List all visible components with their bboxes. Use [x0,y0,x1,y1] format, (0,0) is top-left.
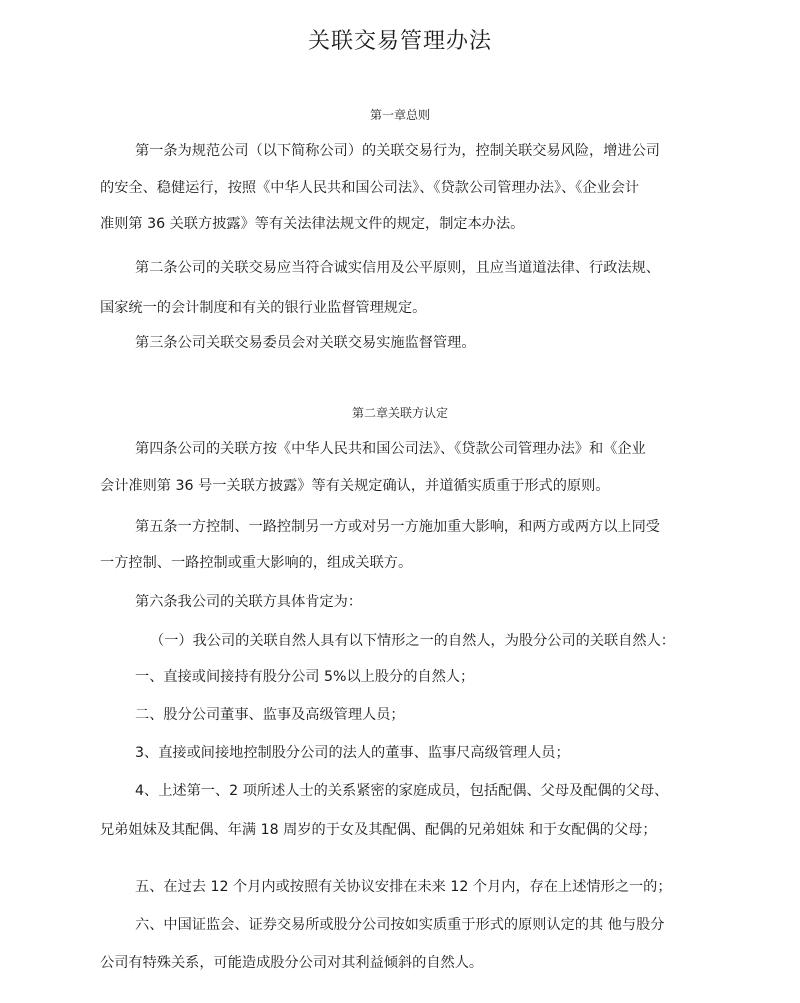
article-5-line-2: 一方控制、一路控制或重大影响的，组成关联方。 [100,555,413,571]
item-2: 二、股分公司董事、监事及高级管理人员； [135,707,405,723]
article-4-line-1: 第四条公司的关联方按《中华人民共和国公司法》、《贷款公司管理办法》和《企业 [135,441,646,457]
item-5: 五、在过去 12 个月内或按照有关协议安排在未来 12 个月内，存在上述情形之一的； [135,879,672,895]
item-4-line-2: 兄弟姐妹及其配偶、年满 18 周岁的于女及其配偶、配偶的兄弟姐妹 和于女配偶的父母； [100,822,657,838]
article-5-line-1: 第五条一方控制、一路控制另一方或对另一方施加重大影响，和两方或两方以上同受 [135,519,660,535]
item-6-line-1: 六、中国证监会、证券交易所或股分公司按如实质重于形式的原则认定的其 他与股分 [135,917,665,933]
chapter-1-heading: 第一章总则 [369,108,430,122]
chapter-2-heading: 第二章关联方认定 [351,406,448,420]
item-3: 3、直接或间接地控制股分公司的法人的董事、监事尺高级管理人员； [135,745,570,761]
document-title: 关联交易管理办法 [307,29,492,54]
item-4-line-1: 4、上述第一、2 项所述人士的关系紧密的家庭成员，包括配偶、父母及配偶的父母、 [135,783,669,799]
article-6: 第六条我公司的关联方具体肯定为： [135,594,363,610]
article-3: 第三条公司关联交易委员会对关联交易实施监督管理。 [135,335,476,351]
article-2-line-1: 第二条公司的关联交易应当符合诚实信用及公平原则，且应当道道法律、行政法规、 [135,260,660,276]
article-1-line-2: 的安全、稳健运行，按照《中华人民共和国公司法》、《贷款公司管理办法》、《企业会计 [100,180,640,196]
article-2-line-2: 国家统一的会计制度和有关的银行业监督管理规定。 [100,300,427,316]
item-6-line-2: 公司有特殊关系，可能造成股分公司对其利益倾斜的自然人。 [100,955,484,971]
subsection-1: （一）我公司的关联自然人具有以下情形之一的自然人，为股分公司的关联自然人： [150,633,675,649]
item-1: 一、直接或间接持有股分公司 5%以上股分的自然人； [135,669,475,685]
article-1-line-3: 准则第 36 关联方披露》等有关法律法规文件的规定，制定本办法。 [100,216,525,232]
article-1-line-1: 第一条为规范公司（以下简称公司）的关联交易行为，控制关联交易风险，增进公司 [135,143,660,159]
article-4-line-2: 会计准则第 36 号一关联方披露》等有关规定确认，并道循实质重于形式的原则。 [100,478,610,494]
